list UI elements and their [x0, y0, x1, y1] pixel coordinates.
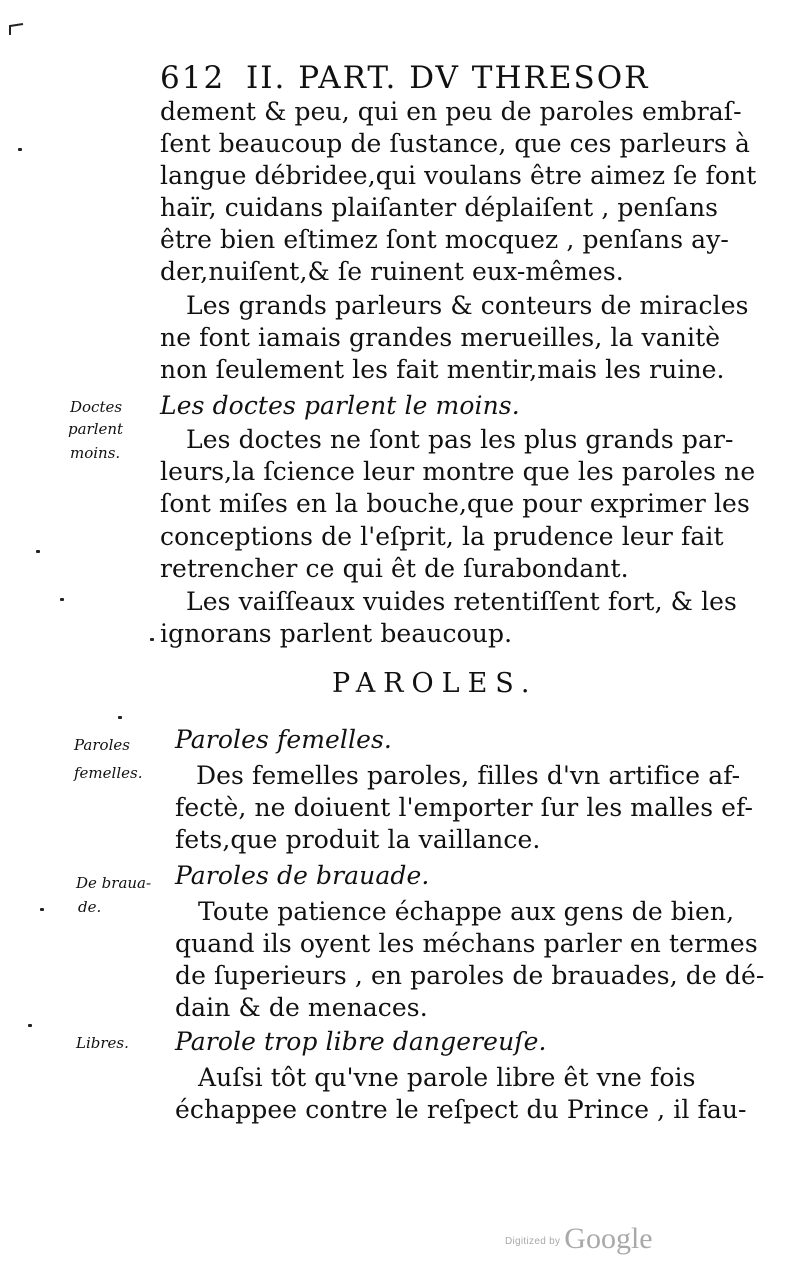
text-line: Les vaiſſeaux vuides retentiſſent fort, & les — [186, 587, 737, 616]
text-line: non ſeulement les fait mentir,mais les ruine. — [160, 355, 725, 384]
text-line: fets,que produit la vaillance. — [175, 825, 541, 854]
subheading: Paroles femelles. — [175, 725, 392, 754]
text-line: être bien eſtimez ſont mocquez , penſans ay- — [160, 225, 729, 254]
text-line: langue débridee,qui voulans être aimez ſe font — [160, 161, 757, 190]
digitized-watermark — [505, 1222, 653, 1256]
subheading: Parole trop libre dangereuſe. — [175, 1027, 547, 1056]
text-line: quand ils oyent les méchans parler en termes — [175, 929, 758, 958]
margin-note: Libres. — [76, 1034, 129, 1052]
margin-note: Paroles — [74, 736, 130, 754]
text-line: fectè, ne doiuent l'emporter ſur les malles ef- — [175, 793, 754, 822]
text-line: ſont miſes en la bouche,que pour exprimer les — [160, 489, 750, 518]
text-line: Auſsi tôt qu'vne parole libre êt vne fois — [198, 1063, 696, 1092]
corner-crop-mark — [8, 22, 24, 36]
text-line: ne font iamais grandes merueilles, la vanitè — [160, 323, 721, 352]
text-line: échappee contre le reſpect du Prince , il fau- — [175, 1095, 747, 1124]
subheading: Paroles de brauade. — [175, 861, 430, 890]
margin-note: femelles. — [74, 764, 143, 782]
text-line: Des femelles paroles, filles d'vn artifice af- — [196, 761, 741, 790]
margin-note: moins. — [70, 444, 121, 462]
watermark-prefix: Digitized by — [505, 1236, 561, 1247]
text-line: Toute patience échappe aux gens de bien, — [198, 897, 735, 926]
margin-note: De braua- — [76, 874, 152, 892]
margin-note: de. — [78, 898, 102, 916]
text-line: ignorans parlent beaucoup. — [160, 619, 513, 648]
running-title: II. PART. DV THRESOR — [246, 60, 650, 96]
margin-note: parlent — [68, 420, 124, 438]
text-line: Les doctes ne ſont pas les plus grands par- — [186, 425, 734, 454]
google-logo: Google — [564, 1222, 653, 1255]
text-line: leurs,la ſcience leur montre que les paroles ne — [160, 457, 756, 486]
text-line: ſent beaucoup de ſustance, que ces parleurs à — [160, 129, 751, 158]
text-line: conceptions de l'eſprit, la prudence leur fait — [160, 522, 724, 551]
subheading: Les doctes parlent le moins. — [160, 391, 520, 420]
text-line: dement & peu, qui en peu de paroles embraſ- — [160, 97, 742, 126]
text-line: der,nuiſent,& ſe ruinent eux-mêmes. — [160, 257, 624, 286]
text-line: de ſuperieurs , en paroles de brauades, de dé- — [175, 961, 765, 990]
running-header — [160, 60, 680, 96]
text-line: haïr, cuidans plaiſanter déplaiſent , penſans — [160, 193, 719, 222]
text-line: dain & de menaces. — [175, 993, 428, 1022]
section-title: PAROLES. — [332, 668, 538, 699]
text-line: retrencher ce qui êt de ſurabondant. — [160, 554, 629, 583]
margin-note: Doctes — [70, 398, 123, 416]
page-number: 612 — [160, 60, 226, 96]
text-line: Les grands parleurs & conteurs de miracles — [186, 291, 749, 320]
